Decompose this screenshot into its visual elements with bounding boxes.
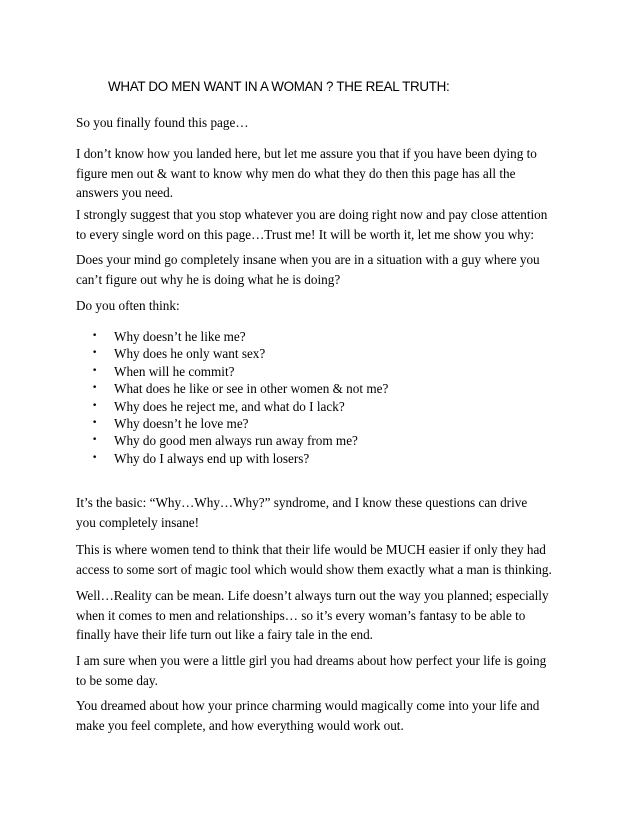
- paragraph-line: So you finally found this page…: [76, 115, 249, 130]
- bullet-icon: •: [92, 365, 98, 376]
- paragraph-line: Well…Reality can be mean. Life doesn’t always turn out the way you planned; especially: [76, 588, 549, 603]
- bullet-icon: •: [92, 383, 98, 394]
- list-item: • Why doesn’t he like me?: [92, 329, 246, 344]
- bullet-icon: •: [92, 418, 98, 429]
- paragraph-line: This is where women tend to think that their life would be MUCH easier if only they had: [76, 542, 546, 557]
- paragraph-line: I am sure when you were a little girl you had dreams about how perfect your life is going: [76, 653, 547, 668]
- list-item: • When will he commit?: [92, 363, 235, 379]
- list-item: • What does he like or see in other women & not me?: [92, 381, 389, 397]
- paragraph-line: access to some sort of magic tool which would show them exactly what a man is thinking.: [76, 561, 552, 577]
- paragraph-little-girl: [76, 651, 576, 690]
- paragraph-line: finally have their life turn out like a fairy tale in the end.: [76, 627, 373, 642]
- list-item: • Why does he only want sex?: [92, 346, 266, 362]
- paragraph-line: I strongly suggest that you stop whatever you are doing right now and pay close attention: [76, 207, 548, 222]
- bullet-icon: •: [92, 452, 98, 463]
- paragraph-prince-charming: [76, 696, 576, 735]
- paragraph-line: you completely insane!: [76, 514, 200, 530]
- list-item: • Why do good men always run away from me?: [92, 433, 358, 449]
- paragraph-line: I don’t know how you landed here, but let me assure you that if you have been dying to: [76, 146, 537, 161]
- bullet-icon: •: [92, 435, 98, 446]
- bullet-icon: •: [92, 400, 98, 411]
- paragraph-magic-tool: [76, 540, 576, 579]
- list-item: • Why doesn’t he love me?: [92, 416, 249, 432]
- paragraph-landed-here: [76, 144, 576, 203]
- paragraph-strongly-suggest: [76, 205, 576, 244]
- paragraph-line: to every single word on this page…Trust me! It will be worth it, let me show you why:: [76, 226, 535, 242]
- paragraph-line: Do you often think:: [76, 298, 180, 313]
- document-heading: WHAT DO MEN WANT IN A WOMAN ? THE REAL TRUTH:: [108, 79, 450, 94]
- question-list: [92, 328, 388, 467]
- paragraph-basic-syndrome: [76, 493, 576, 532]
- paragraph-line: answers you need.: [76, 185, 174, 200]
- paragraph-line: when it comes to men and relationships… so it’s every woman’s fantasy to be able to: [76, 607, 526, 623]
- paragraph-line: It’s the basic: “Why…Why…Why?” syndrome, and I know these questions can drive: [76, 495, 528, 510]
- paragraph-line: Does your mind go completely insane when you are in a situation with a guy where you: [76, 252, 540, 267]
- list-item: • Why do I always end up with losers?: [92, 450, 310, 466]
- bullet-icon: •: [92, 331, 98, 341]
- paragraph-line: You dreamed about how your prince charming would magically come into your life and: [76, 698, 540, 713]
- paragraph-mind-insane: [76, 250, 576, 289]
- list-item: • Why does he reject me, and what do I lack?: [92, 398, 345, 414]
- paragraph-often-think: [76, 296, 576, 316]
- paragraph-line: to be some day.: [76, 672, 158, 688]
- bullet-icon: •: [92, 348, 98, 359]
- paragraph-line: make you feel complete, and how everything would work out.: [76, 717, 404, 733]
- paragraph-intro: [76, 113, 576, 133]
- paragraph-line: figure men out & want to know why men do what they do then this page has all the: [76, 165, 516, 181]
- paragraph-line: can’t figure out why he is doing what he is doing?: [76, 271, 341, 287]
- paragraph-reality: [76, 586, 576, 645]
